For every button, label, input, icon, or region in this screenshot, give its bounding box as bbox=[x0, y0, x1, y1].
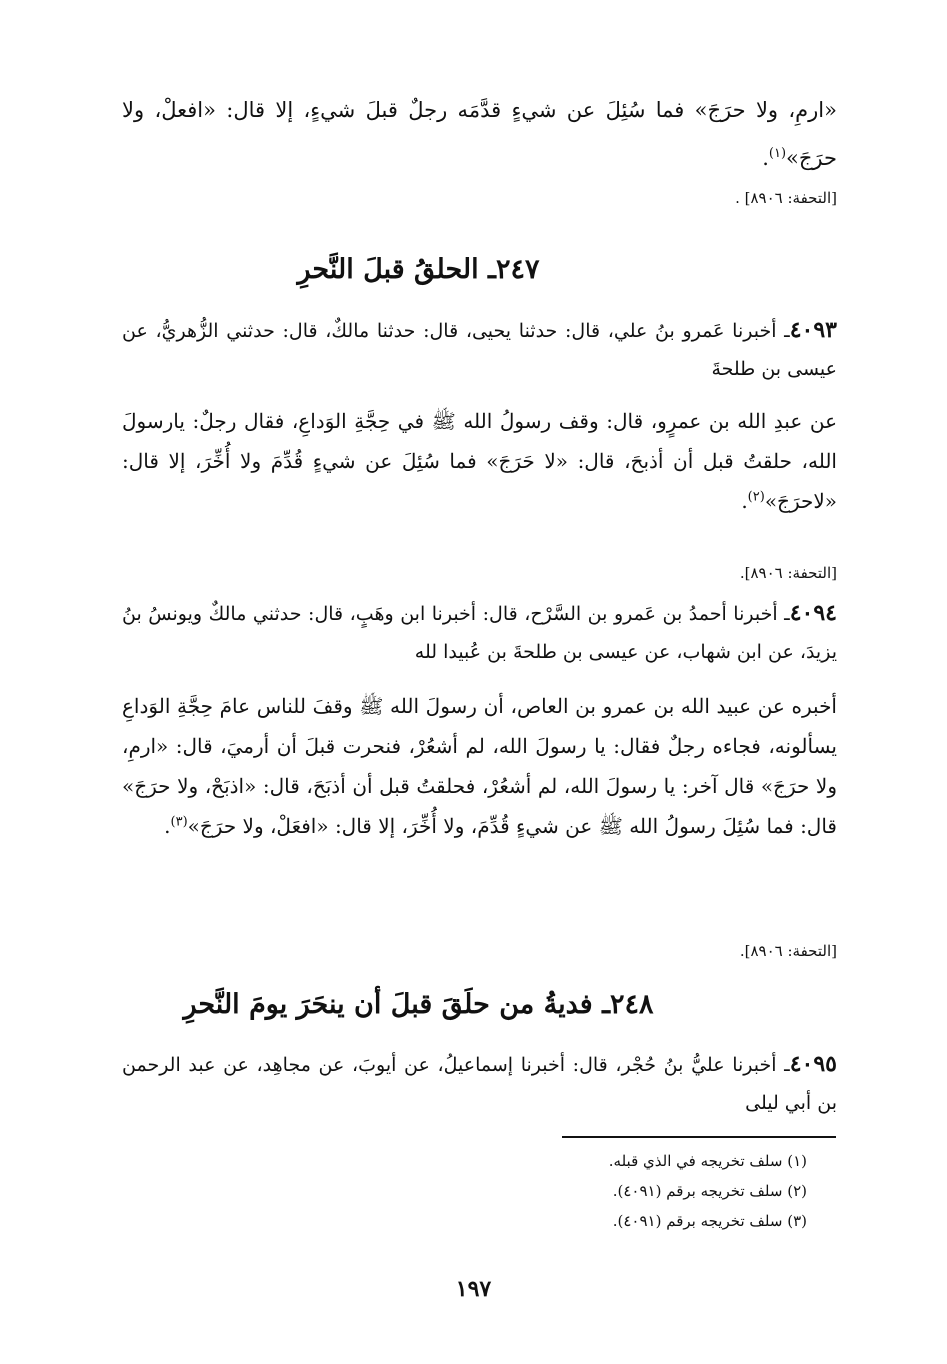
footnote-marker[interactable]: (٣) bbox=[170, 814, 188, 830]
hadith-4093-isnad bbox=[122, 311, 837, 388]
isnad-text: ـ أخبرنا عَمرو بنُ علي، قال: حدثنا يحيى، قال: حدثنا مالكٌ، قال: حدثني الزُّهريُّ، عن عيسى بن طلحةَ bbox=[122, 320, 837, 380]
matn-text: عن عبدِ الله بن عمرٍو، قال: وقف رسولُ الله ﷺ في حِجَّةِ الوَداعِ، فقال رجلٌ: يارسولَ الله، حلقتُ قبل أن أذبحَ، قال: «لا حَرَجَ» فما سُئِلَ عن شيءٍ قُدِّمَ ولا أُخِّرَ، إلا قال: «لاحرَجَ» bbox=[122, 409, 837, 513]
continuation-paragraph bbox=[122, 86, 837, 182]
hadith-number: ٤٠٩٥ bbox=[789, 1051, 837, 1077]
footnote-separator bbox=[562, 1136, 836, 1138]
footnote-2: (٢) سلف تخريجه برقم (٤٠٩١). bbox=[612, 1182, 807, 1200]
paragraph-end: . bbox=[164, 814, 171, 838]
hadith-4094-matn bbox=[122, 686, 837, 846]
chapter-heading-248: ٢٤٨ـ فديةُ من حلَقَ قبلَ أن ينحَرَ يومَ النَّحرِ bbox=[183, 989, 654, 1020]
tuhfa-reference: [التحفة: ٨٩٠٦]. bbox=[739, 564, 837, 582]
hadith-number: ٤٠٩٣ bbox=[789, 317, 837, 343]
hadith-number: ٤٠٩٤ bbox=[789, 600, 837, 626]
hadith-4095-isnad bbox=[122, 1045, 837, 1122]
hadith-4094-isnad bbox=[122, 594, 837, 671]
footnotes bbox=[560, 1146, 807, 1236]
footnote-1: (١) سلف تخريجه في الذي قبله. bbox=[608, 1152, 807, 1170]
footnote-marker[interactable]: (٢) bbox=[747, 489, 765, 505]
page-number: ١٩٧ bbox=[455, 1276, 492, 1302]
footnote-marker[interactable]: (١) bbox=[768, 146, 787, 161]
isnad-text: ـ أخبرنا عليُّ بنُ حُجْر، قال: أخبرنا إسماعيلُ، عن أيوبَ، عن مجاهِد، عن عبد الرحمن بن أبي ليلى bbox=[122, 1054, 837, 1114]
chapter-heading-247: ٢٤٧ـ الحلقُ قبلَ النَّحرِ bbox=[297, 254, 540, 285]
isnad-text: ـ أخبرنا أحمدُ بن عَمرو بن السَّرْح، قال: أخبرنا ابن وهَبٍ، قال: حدثني مالكٌ ويونسُ بنُ يزيدَ، عن ابن شهاب، عن عيسى بن طلحةَ بن عُبيدا لله bbox=[122, 603, 837, 663]
paragraph-end: . bbox=[741, 489, 748, 513]
tuhfa-reference: [التحفة: ٨٩٠٦]. bbox=[739, 942, 837, 960]
paragraph-text: «ارمِ، ولا حرَجَ» فما سُئِلَ عن شيءٍ قدَّمَه رجلٌ قبلَ شيءٍ، إلا قال: «افعلْ، ولا حرَجَ» bbox=[122, 98, 837, 170]
paragraph-end: . bbox=[762, 146, 769, 170]
matn-text: أخبره عن عبيد الله بن عمرو بن العاص، أن رسولَ الله ﷺ وقفَ للناس عامَ حِجَّةِ الوَداعِ يسألونه، فجاءه رجلٌ فقال: يا رسولَ الله، لم أشعُرْ، فنحرت قبلَ أن أرميَ، قال: «ارمِ، ولا حرَجَ» قال آخر: يا رسولَ الله، لم أشعُرْ، فحلقتُ قبل أن أذبَحَ، قال: «اذبَحْ، ولا حرَجَ» قال: فما سُئِلَ رسولُ الله ﷺ عن شيءٍ قُدِّمَ، ولا أُخِّرَ، إلا قال: «افعَلْ، ولا حرَجَ» bbox=[122, 694, 837, 838]
tuhfa-reference: [التحفة: ٨٩٠٦] . bbox=[735, 189, 837, 207]
footnote-3: (٣) سلف تخريجه برقم (٤٠٩١). bbox=[612, 1212, 807, 1230]
hadith-4093-matn bbox=[122, 401, 837, 521]
